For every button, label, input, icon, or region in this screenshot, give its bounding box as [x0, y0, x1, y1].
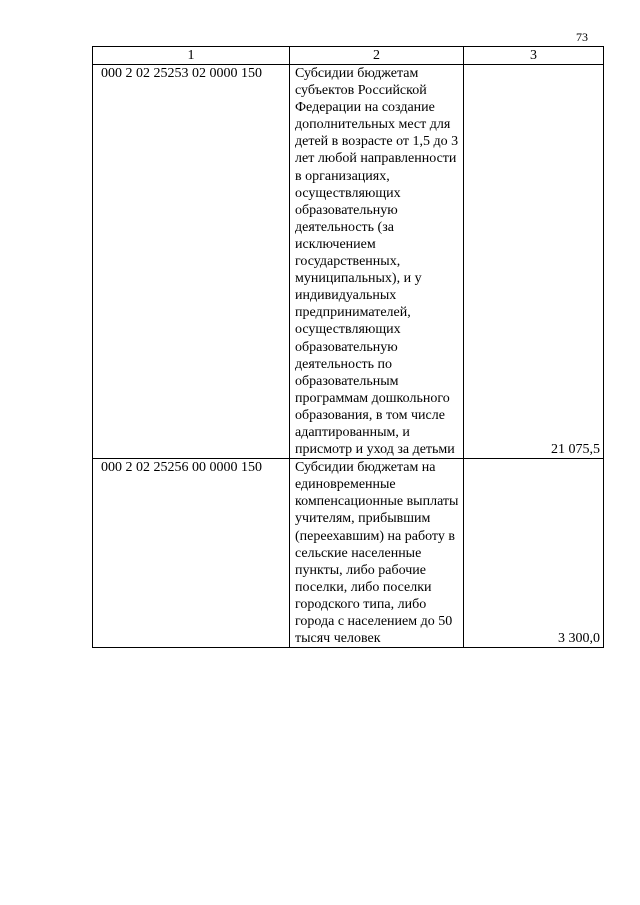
table-row [93, 459, 604, 648]
budget-code: 000 2 02 25253 02 0000 150 [93, 65, 290, 459]
page-number: 73 [576, 30, 588, 44]
budget-code: 000 2 02 25256 00 0000 150 [93, 459, 290, 648]
table-row [93, 65, 604, 459]
column-header-2: 2 [290, 47, 464, 65]
column-header-1: 1 [93, 47, 290, 65]
budget-table [92, 46, 604, 648]
item-description: Субсидии бюджетам субъектов Российской Федерации на создание дополнительных мест для детей в возрасте от 1,5 до 3 лет любой направленности в организациях, осуществляющих образовательную деятельность (за исключением государственных, муниципальных), и у индивидуальных предпринимателей, осуществляющих образовательную деятельность по образовательным программам дошкольного образования, в том числе адаптированным, и присмотр и уход за детьми [290, 65, 464, 459]
item-description: Субсидии бюджетам на единовременные компенсационные выплаты учителям, прибывшим (переехавшим) на работу в сельские населенные пункты, либо рабочие поселки, либо поселки городского типа, либо города с населением до 50 тысяч человек [290, 459, 464, 648]
column-header-3: 3 [464, 47, 604, 65]
item-amount: 21 075,5 [464, 65, 604, 459]
item-amount: 3 300,0 [464, 459, 604, 648]
header-row [93, 47, 604, 65]
